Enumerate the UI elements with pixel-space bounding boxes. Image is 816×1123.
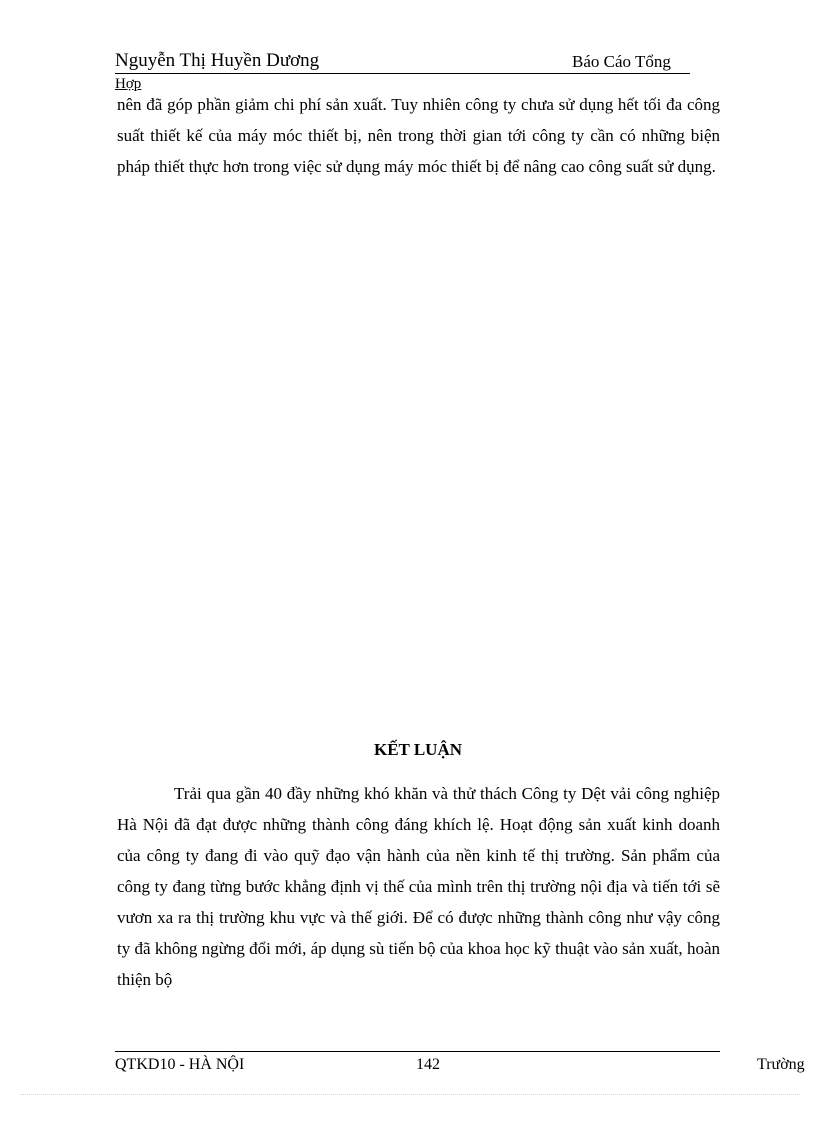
page-number: 142	[416, 1056, 440, 1073]
header-author: Nguyễn Thị Huyền Dương	[115, 50, 320, 71]
footer-divider	[115, 1051, 720, 1052]
header-report-title-continued: Hợp	[115, 76, 142, 92]
footer-right-text: Trường	[757, 1056, 805, 1073]
conclusion-heading: KẾT LUẬN	[373, 740, 462, 759]
conclusion-paragraph: Trải qua gần 40 đầy những khó khăn và thử thách Công ty Dệt vải công nghiệp Hà Nội đã đạt được những thành công đáng khích lệ. Hoạt động sản xuất kinh doanh của công ty đang đi vào quỹ đạo vận hành của nền kinh tế thị trường. Sản phẩm của công ty đang từng bước khẳng định vị thế của mình trên thị trường nội địa và tiến tới sẽ vươn xa ra thị trường khu vực và thế giới. Để có được những thành công như vậy công ty đã không ngừng đổi mới, áp dụng sù tiến bộ của khoa học kỹ thuật vào sản xuất, hoàn thiện bộ	[117, 784, 720, 989]
footer-left-text: QTKD10 - HÀ NỘI	[115, 1056, 245, 1073]
page-bottom-dotted-rule	[20, 1094, 800, 1095]
body-paragraph: nên đã góp phần giảm chi phí sản xuất. Tuy nhiên công ty chưa sử dụng hết tối đa công suất thiết kế của máy móc thiết bị, nên trong thời gian tới công ty cần có những biện pháp thiết thực hơn trong việc sử dụng máy móc thiết bị để nâng cao công suất sử dụng.	[117, 95, 720, 176]
header-report-title: Báo Cáo Tổng	[572, 52, 671, 71]
